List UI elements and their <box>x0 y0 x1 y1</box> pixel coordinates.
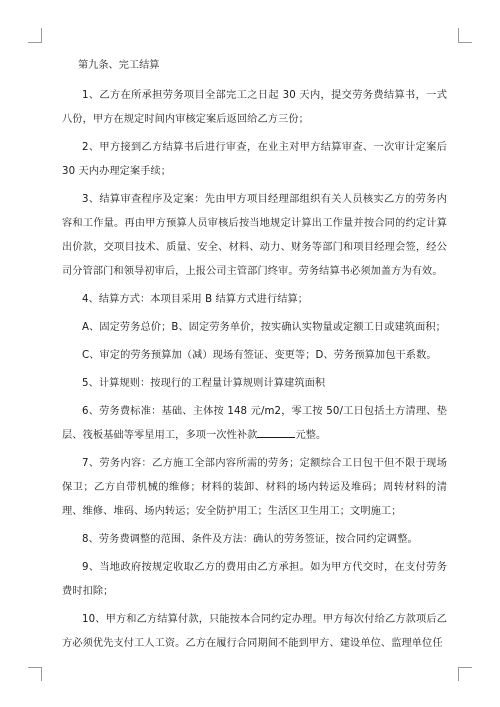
paragraph-6-suffix: 元整。 <box>295 430 327 441</box>
section-heading: 第九条、完工结算 <box>78 60 160 71</box>
document-body <box>62 58 447 660</box>
paragraph-7: 7、劳务内容：乙方施工全部内容所需的劳务；定额综合工日包干但不限于现场保卫；乙方自带机械的维修；材料的装卸、材料的场内转运及堆码；周转材料的清理、维修、堆码、场内转运；安全防护用工；生活区卫生用工；文明施工； <box>62 458 447 517</box>
crop-mark-top-left-h <box>28 42 42 43</box>
crop-mark-bottom-left-v <box>41 667 42 681</box>
paragraph-4c: C、审定的劳务预算加（减）现场有签证、变更等；D、劳务预算加包干系数。 <box>82 350 437 361</box>
fill-in-blank <box>257 427 295 438</box>
paragraph-6-text: 6、劳务费标准：基础、主体按 148 元/m2，零工按 50/工日包括土方清理、垫层、筏板基础等零星用工，多项一次性补款 <box>62 406 447 441</box>
paragraph-9: 9、当地政府按规定收取乙方的费用由乙方承担。如为甲方代交时，在支付劳务费时扣除； <box>62 562 447 597</box>
crop-mark-top-right-v <box>458 28 459 42</box>
crop-mark-bottom-right-v <box>458 667 459 681</box>
paragraph-2: 2、甲方接到乙方结算书后进行审查，在业主对甲方结算审查、一次审计定案后 30 天内办理定案手续； <box>62 142 447 177</box>
paragraph-10: 10、甲方和乙方结算付款，只能按本合同约定办理。甲方每次付给乙方款项后乙方必须优先支付工人工资。乙方在履行合同期间不能到甲方、建设单位、监理单位任 <box>62 614 447 649</box>
paragraph-5: 5、计算规则：按现行的工程量计算规则计算建筑面积 <box>82 378 326 389</box>
paragraph-6 <box>62 400 447 448</box>
paragraph-4: 4、结算方式：本项目采用 B 结算方式进行结算； <box>82 294 309 305</box>
crop-mark-bottom-left-h <box>28 667 42 668</box>
crop-mark-bottom-right-h <box>458 667 472 668</box>
paragraph-4a: A、固定劳务总价；B、固定劳务单价，按实确认实物量或定额工日或建筑面积； <box>82 322 446 333</box>
crop-mark-top-right-h <box>458 42 472 43</box>
paragraph-8: 8、劳务费调整的范围、条件及方法：确认的劳务签证，按合同约定调整。 <box>82 534 418 545</box>
crop-mark-top-left-v <box>41 28 42 42</box>
paragraph-1: 1、乙方在所承担劳务项目全部完工之日起 30 天内，提交劳务费结算书，一式八份，甲方在规定时间内审核定案后返回给乙方三份； <box>62 90 447 125</box>
paragraph-3: 3、结算审查程序及定案：先由甲方项目经理部组织有关人员核实乙方的劳务内容和工作量。再由甲方预算人员审核后按当地规定计算出工作量并按合同的约定计算出价款，交项目技术、质量、安全、材料、动力、财务等部门和项目经理会签，经公司分管部门和领导初审后，上报公司主管部门终审。劳务结算书必须加盖方为有效。 <box>62 194 447 277</box>
